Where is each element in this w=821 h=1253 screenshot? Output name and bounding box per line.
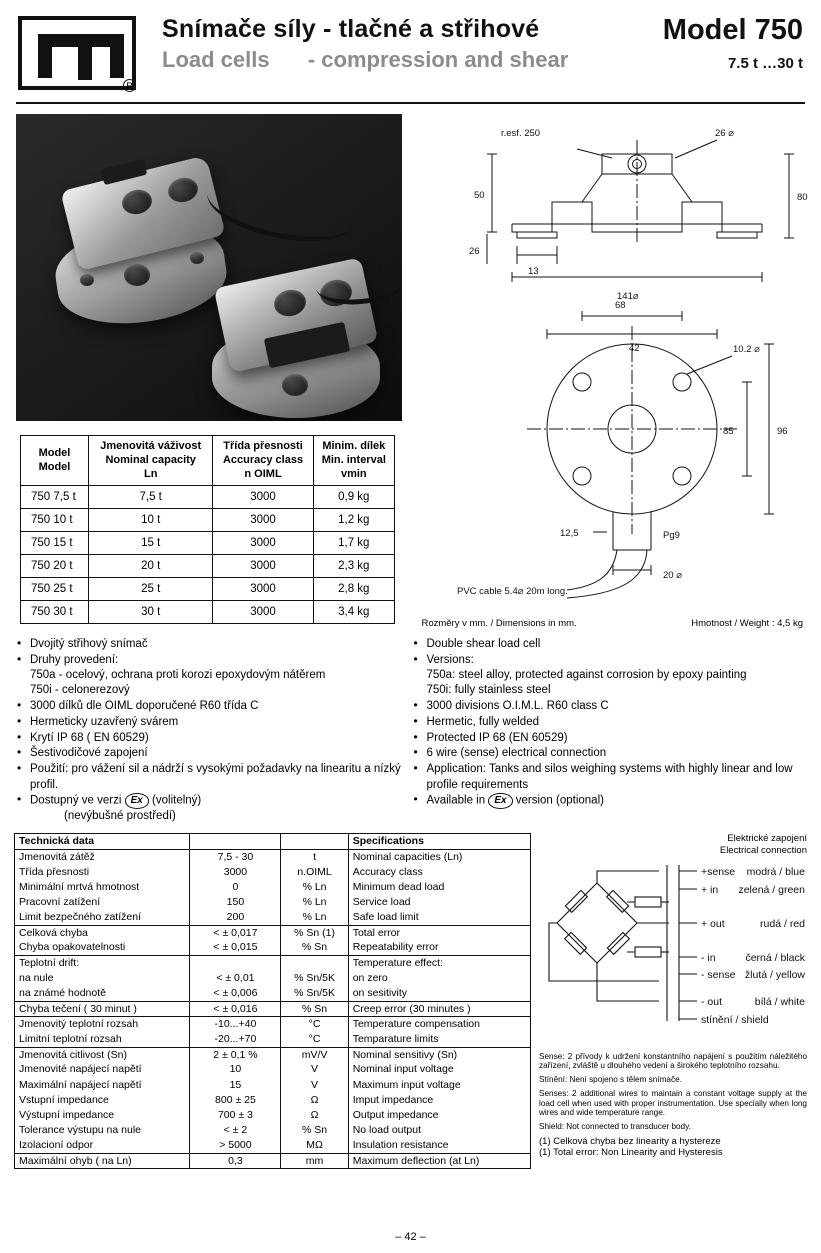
wire-color-5: bílá / white xyxy=(754,995,805,1008)
cell-interval: 3,4 kg xyxy=(313,601,394,624)
cell-accuracy: 3000 xyxy=(213,509,313,532)
page-header xyxy=(14,0,807,100)
list-item: • Šestivodičové zapojení xyxy=(28,746,403,761)
table-row: Limit bezpečného zatížení 200 % Ln Safe load limit xyxy=(15,910,531,925)
wiring-note-en: Senses: 2 additional wires to maintain a constant voltage supply at the load cell when used with proper instrumentation. Use specially when long wires and wide temperature range. xyxy=(539,1088,807,1118)
dim-80: 80 xyxy=(797,192,809,203)
specifications-section xyxy=(14,833,807,1169)
cell-model: 750 7,5 t xyxy=(21,486,89,509)
right-column xyxy=(417,114,807,629)
wire-color-1: zelená / green xyxy=(738,883,805,896)
bridge-circuit-diagram xyxy=(539,861,807,1041)
dim-68: 68 xyxy=(615,300,627,311)
table-row: Pracovní zatížení 150 % Ln Service load xyxy=(15,895,531,910)
list-item: • Double shear load cell xyxy=(425,637,800,652)
features-cz xyxy=(14,637,411,825)
wiring-note-en2: Shield: Not connected to transducer body. xyxy=(539,1121,691,1131)
cell-accuracy: 3000 xyxy=(213,486,313,509)
cell-accuracy: 3000 xyxy=(213,555,313,578)
technical-drawings xyxy=(417,114,807,634)
cell-interval: 2,3 kg xyxy=(313,555,394,578)
company-logo xyxy=(18,16,136,90)
table-row: Celková chyba < ± 0,017 % Sn (1) Total error xyxy=(15,925,531,940)
dim-20-dia: 20 ⌀ xyxy=(663,570,683,581)
list-item: • Použití: pro vážení sil a nádrží s vysokými požadavky na linearitu a nízký profil. xyxy=(28,762,403,793)
wiring-diagram-section xyxy=(539,833,807,1169)
dimensions-note: Rozměry v mm. / Dimensions in mm. xyxy=(421,618,577,629)
list-item: • Druhy provedení: 750a - ocelový, ochrana proti korozi epoxydovým nátěrem 750i - celonerezový xyxy=(28,653,403,699)
list-item: • 3000 divisions O.I.M.L. R60 class C xyxy=(425,699,800,714)
cell-capacity: 10 t xyxy=(88,509,213,532)
footnote-cz: (1) Celková chyba bez linearity a hystereze xyxy=(539,1135,721,1147)
page-title-cz: Snímače síly - tlačné a střihové xyxy=(162,15,540,43)
product-photo xyxy=(16,114,402,421)
table-row xyxy=(21,578,395,601)
model-block xyxy=(663,16,807,72)
cell-model: 750 30 t xyxy=(21,601,89,624)
wire-color-3: černá / black xyxy=(745,951,805,964)
terminal-label-1: + in xyxy=(701,883,719,896)
cell-model: 750 25 t xyxy=(21,578,89,601)
label-pg9: Pg9 xyxy=(663,530,681,541)
dim-42: 42 xyxy=(629,343,641,354)
wiring-note-cz2: Stínění: Není spojeno s tělem snímače. xyxy=(539,1075,682,1085)
list-item: • Krytí IP 68 ( EN 60529) xyxy=(28,731,403,746)
table-row: Jmenovitá citlivost (Sn) 2 ± 0,1 % mV/V Nominal sensitivy (Sn) xyxy=(15,1047,531,1062)
header-cz: Technická data xyxy=(15,834,190,850)
cell-interval: 0,9 kg xyxy=(313,486,394,509)
page-title-en-main: Load cells xyxy=(162,46,270,72)
page-title-en xyxy=(162,48,663,72)
cell-capacity: 7,5 t xyxy=(88,486,213,509)
plan-view-drawing xyxy=(417,294,809,624)
cell-accuracy: 3000 xyxy=(213,601,313,624)
wire-color-2: rudá / red xyxy=(760,917,805,930)
list-item: • 6 wire (sense) electrical connection xyxy=(425,746,800,761)
registered-mark: R xyxy=(123,79,136,92)
cell-model: 750 20 t xyxy=(21,555,89,578)
table-row: na nule < ± 0,01 % Sn/5K on zero xyxy=(15,971,531,986)
terminal-label-5: - out xyxy=(701,995,723,1008)
table-row xyxy=(21,509,395,532)
page-number: – 42 – xyxy=(395,1231,426,1243)
cell-model: 750 10 t xyxy=(21,509,89,532)
col-model: Model Model xyxy=(21,436,89,486)
dim-85: 85 xyxy=(723,426,735,437)
dim-26: 26 xyxy=(469,246,481,257)
table-row: Chyba tečení ( 30 minut ) < ± 0,016 % Sn Creep error (30 minutes ) xyxy=(15,1001,531,1017)
specifications-table xyxy=(14,833,531,1169)
terminal-label-0: +sense xyxy=(701,865,736,878)
cell-interval: 2,8 kg xyxy=(313,578,394,601)
table-row: Vstupní impedance 800 ± 25 Ω Imput impedance xyxy=(15,1093,531,1108)
wire-color-0: modrá / blue xyxy=(746,865,805,878)
table-row: Izolacioní odpor > 5000 MΩ Insulation resistance xyxy=(15,1138,531,1153)
cell-interval: 1,7 kg xyxy=(313,532,394,555)
dim-141: 141⌀ xyxy=(617,291,640,302)
list-item: • Dostupný ve verzi Ex (volitelný) (nevýbušné prostředí) xyxy=(28,793,403,824)
table-row xyxy=(21,532,395,555)
ex-symbol-icon: Ex xyxy=(125,793,149,808)
list-item: • Protected IP 68 (EN 60529) xyxy=(425,731,800,746)
table-row: Jmenovitá zátěž 7,5 - 30 t Nominal capacities (Ln) xyxy=(15,849,531,864)
col-interval: Minim. dílek Min. interval vmin xyxy=(313,436,394,486)
dim-26-dia: 26 ⌀ xyxy=(715,128,735,139)
wiring-title: Elektrické zapojení Electrical connection xyxy=(719,833,807,856)
wiring-notes xyxy=(539,1052,807,1132)
header-en: Specifications xyxy=(352,835,424,848)
terminal-label-2: + out xyxy=(701,917,725,930)
ex-symbol-icon: Ex xyxy=(488,793,512,808)
wire-color-4: žlutá / yellow xyxy=(744,968,805,981)
list-item: • Dvojitý střihový snímač xyxy=(28,637,403,652)
capacity-table xyxy=(20,435,395,624)
table-header-row xyxy=(21,436,395,486)
list-item: • Hermeticky uzavřený svárem xyxy=(28,715,403,730)
top-section xyxy=(14,114,807,629)
wiring-note-cz: Sense: 2 přívody k udržení konstantního napájení s použitím náležitého zařízení, zvláště u dlouhého vedení a širokého teplotního rozsahu. xyxy=(539,1051,807,1071)
table-row: Tolerance výstupu na nule < ± 2 % Sn No load output xyxy=(15,1123,531,1138)
table-row: Maximální napájecí napětí 15 V Maximum input voltage xyxy=(15,1077,531,1092)
table-row xyxy=(21,555,395,578)
weight-note: Hmotnost / Weight : 4,5 kg xyxy=(691,618,803,629)
footnotes xyxy=(539,1136,807,1158)
table-row xyxy=(21,601,395,624)
cell-capacity: 25 t xyxy=(88,578,213,601)
table-row: Maximální ohyb ( na Ln) 0,3 mm Maximum deflection (at Ln) xyxy=(15,1153,531,1169)
model-name: Model 750 xyxy=(662,14,803,46)
dim-96: 96 xyxy=(777,426,789,437)
col-capacity: Jmenovitá váživost Nominal capacity Ln xyxy=(88,436,213,486)
cell-model: 750 15 t xyxy=(21,532,89,555)
table-row: Výstupní impedance 700 ± 3 Ω Output impedance xyxy=(15,1108,531,1123)
header-val xyxy=(190,834,281,850)
list-item: • Available in Ex version (optional) xyxy=(425,793,800,809)
list-item: • Application: Tanks and silos weighing systems with highly linear and low profile requirements xyxy=(425,762,800,793)
table-row: Jmenovité napájecí napětí 10 V Nominal input voltage xyxy=(15,1062,531,1077)
cell-interval: 1,2 kg xyxy=(313,509,394,532)
terminal-label-6: stínění / shield xyxy=(701,1013,769,1026)
table-row: Teplotní drift: Temperature effect: xyxy=(15,955,531,970)
terminal-label-3: - in xyxy=(701,951,716,964)
cell-accuracy: 3000 xyxy=(213,578,313,601)
dim-10-2-dia: 10.2 ⌀ xyxy=(733,344,761,355)
list-item: • Hermetic, fully welded xyxy=(425,715,800,730)
table-row: Minimální mrtvá hmotnost 0 % Ln Minimum dead load xyxy=(15,880,531,895)
features-en xyxy=(411,637,808,825)
left-column xyxy=(14,114,411,629)
dim-r-esf: r.esf. 250 xyxy=(501,128,541,139)
page-title-en-sub: - compression and shear xyxy=(307,46,569,72)
footnote-en: (1) Total error: Non Linearity and Hysteresis xyxy=(539,1146,723,1158)
table-row xyxy=(21,486,395,509)
table-row: Limitní teplotní rozsah -20...+70 °C Temparature limits xyxy=(15,1032,531,1047)
list-item: • Versions: 750a: steel alloy, protected against corrosion by epoxy painting 750i: fully stainless steel xyxy=(425,653,800,699)
terminal-label-4: - sense xyxy=(701,968,736,981)
model-range: 7.5 t …30 t xyxy=(727,55,803,72)
list-item: • 3000 dílků dle OIML doporučené R60 třída C xyxy=(28,699,403,714)
cell-capacity: 15 t xyxy=(88,532,213,555)
header-divider xyxy=(16,102,805,104)
dim-50: 50 xyxy=(474,190,486,201)
table-row: na známé hodnotě < ± 0,006 % Sn/5K on sesitivity xyxy=(15,986,531,1001)
label-cable: PVC cable 5.4⌀ 20m long. xyxy=(457,586,569,597)
cell-accuracy: 3000 xyxy=(213,532,313,555)
table-header-row xyxy=(15,834,531,850)
title-block xyxy=(162,16,663,72)
col-accuracy: Třída přesnosti Accuracy class n OIML xyxy=(213,436,313,486)
table-row: Jmenovitý teplotní rozsah -10...+40 °C Temperature compensation xyxy=(15,1017,531,1032)
header-unit xyxy=(281,834,348,850)
features-section xyxy=(14,637,807,825)
dim-13: 13 xyxy=(528,266,540,277)
cell-capacity: 30 t xyxy=(88,601,213,624)
table-row: Třída přesnosti 3000 n.OIML Accuracy class xyxy=(15,864,531,879)
table-row: Chyba opakovatelnosti < ± 0,015 % Sn Repeatability error xyxy=(15,940,531,955)
dim-12-5: 12,5 xyxy=(560,528,579,539)
cell-capacity: 20 t xyxy=(88,555,213,578)
